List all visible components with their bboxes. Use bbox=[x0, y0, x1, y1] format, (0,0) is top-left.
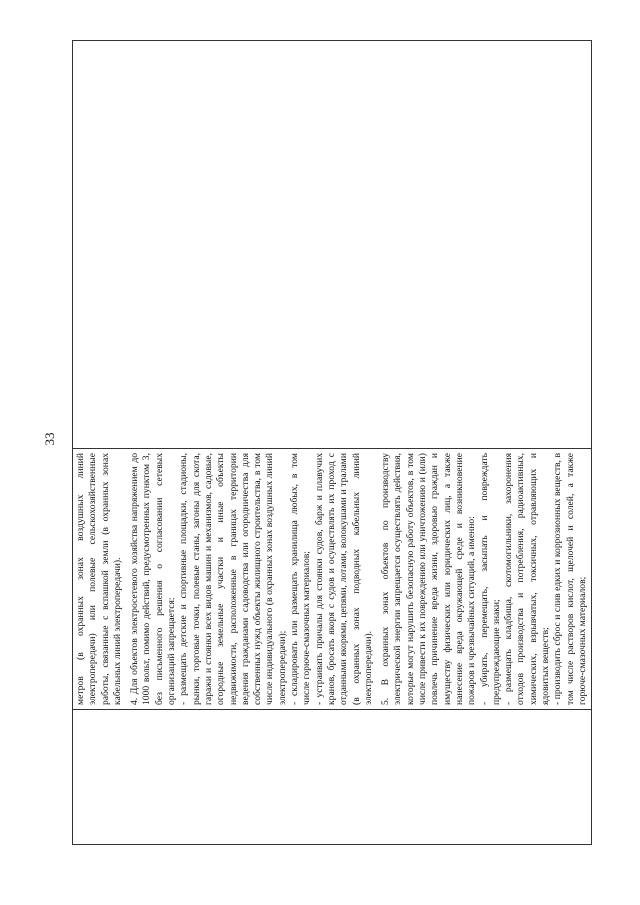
item-5-bullet-2: - размещать кладбища, скотомогильники, захоронения отходов производства и потребления, радиоактивных, химических, взрывчатых, токсичных, отравляющих и ядовитых веществ; bbox=[503, 453, 551, 705]
regulation-table bbox=[72, 40, 592, 845]
item-4-bullet-1: - размещать детские и спортивные площадки, стадионы, рынки, торговые точки, полевые станы, загоны для скота, гаражи и стоянки всех видов машин и механизмов, садовые, огородные земельные участки и иные объекты недвижимости, расположенные в границах территории ведения гражданами садоводства или огородничества для собственных нужд объекты жилищного строительства, в том числе индивидуального (в охранных зонах воздушных линий электропередачи); bbox=[178, 453, 288, 705]
item-4-bullet-3: - устраивать причалы для стоянки судов, барж и плавучих кранов, бросать якоря с судов и осуществлять их проход с отданными якорями, цепями, лотами, волокушами и тралами (в охранных зонах подводных кабельных линий электропередачи). bbox=[313, 453, 374, 705]
table-cell-notes bbox=[73, 41, 592, 449]
item-5-title: 5. В охранных зонах объектов по производству электрической энергии запрещается осуществлять действия, которые могут нарушить безопасную работу объектов, в том числе привести к их повреждению или уничтожению и (или) повлечь причинение вреда жизни, здоровью граждан и имуществу физических или юридических лиц, а также нанесение вреда окружающей среде и возникновение пожаров и чрезвычайных ситуаций, а именно: bbox=[380, 453, 478, 705]
page-number: 33 bbox=[42, 432, 57, 446]
item-5-bullet-1: - убирать, перемещать, засыпать и повреждать предупреждающие знаки; bbox=[478, 453, 502, 705]
table-row bbox=[73, 41, 592, 845]
item-5-bullet-3: - производить сброс и слив едких и коррозионных веществ, в том числе растворов кислот, щелочей и солей, а также горюче-смазочных материалов; bbox=[552, 453, 588, 705]
rotated-table-container bbox=[72, 40, 588, 845]
item-4-title: 4. Для объектов электросетевого хозяйства напряжением до 1000 вольт, помимо действий, предусмотренных пунктом 3, без письменного решения о согласовании сетевых организаций запрещается: bbox=[129, 453, 178, 705]
intro-paragraph: метров (в охранных зонах воздушных линий электропередачи) или полевые сельскохозяйственные работы, связанные с вспашкой земли (в охранных зонах кабельных линий электропередачи). bbox=[75, 453, 123, 705]
item-4-bullet-2: - складировать или размещать хранилища любых, в том числе горюче-смазочных материалов; bbox=[289, 453, 313, 705]
table-cell-text bbox=[73, 449, 592, 710]
table-cell-number bbox=[73, 710, 592, 845]
